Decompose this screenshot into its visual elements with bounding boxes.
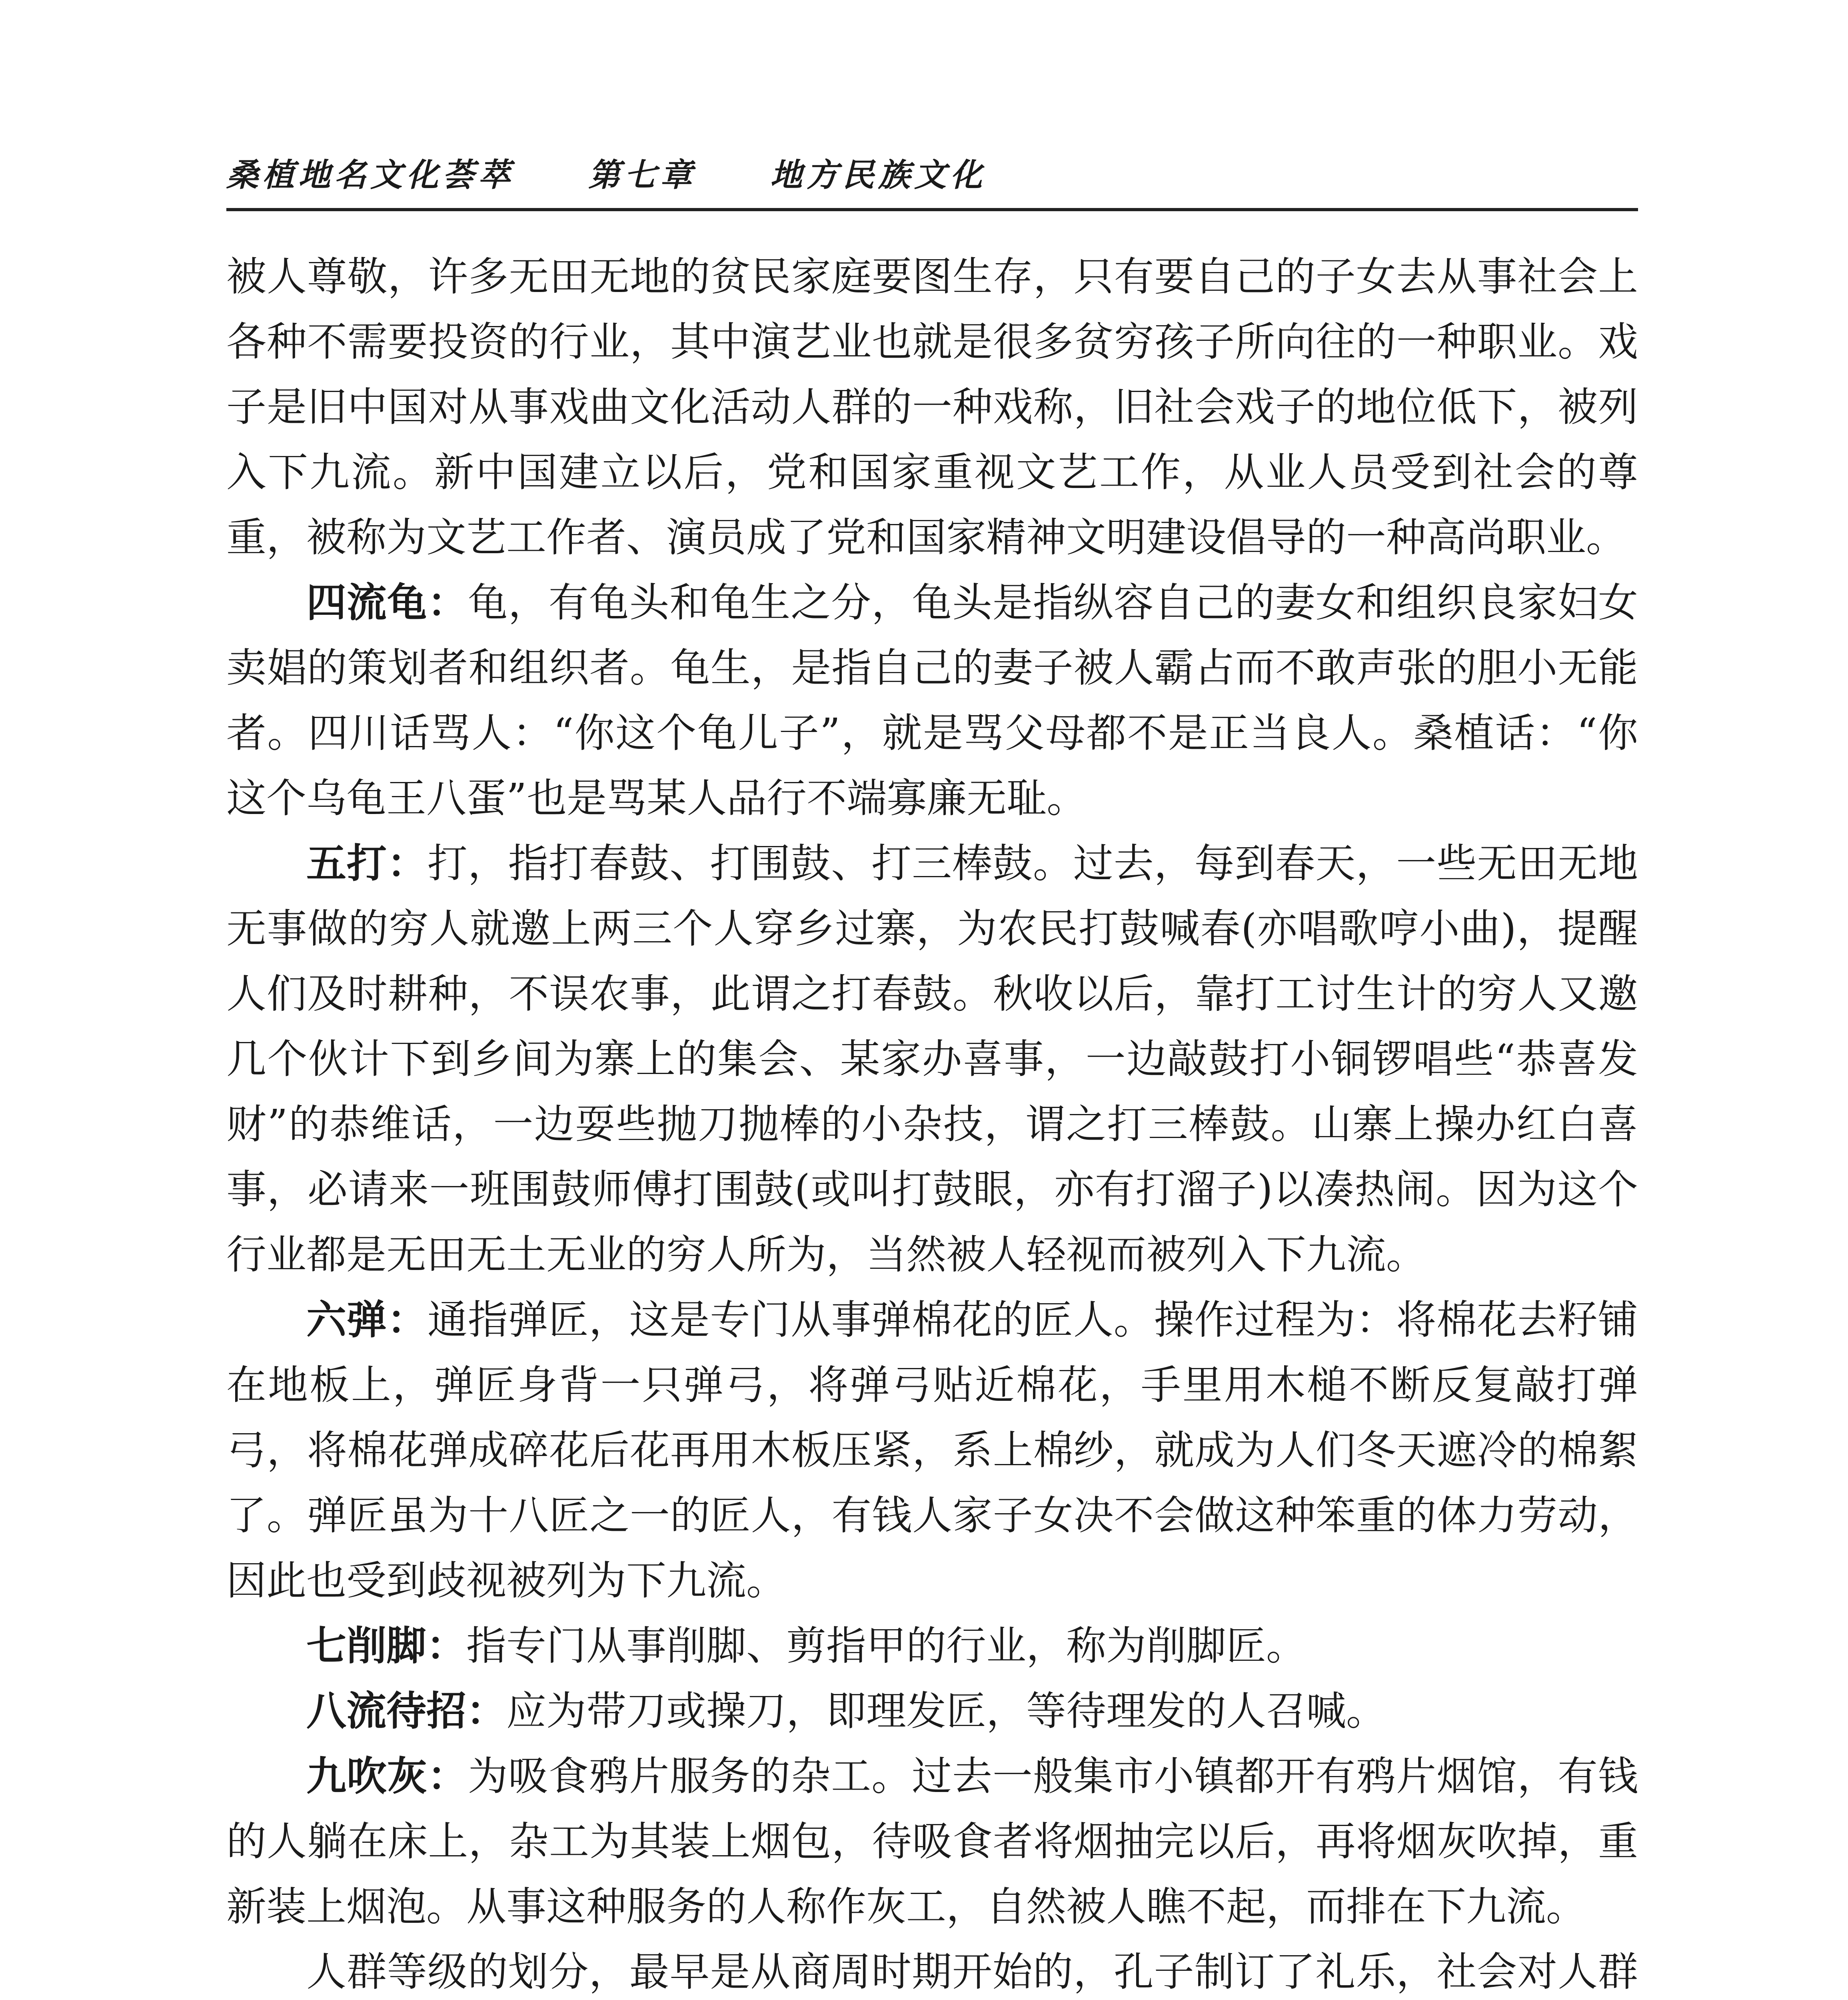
- running-header: [226, 154, 1638, 194]
- paragraph-term: 四流龟：: [306, 579, 468, 626]
- paragraph-liu-dan: [226, 1287, 1638, 1613]
- paragraph-term: 七削脚：: [306, 1622, 466, 1669]
- paragraph-text: 指专门从事削脚、剪指甲的行业，称为削脚匠。: [466, 1622, 1306, 1669]
- header-book-title: 桑植地名文化荟萃: [226, 156, 514, 194]
- header-rule: [226, 208, 1638, 211]
- paragraph-term: 五打：: [306, 840, 428, 887]
- paragraph-text: 为吸食鸦片服务的杂工。过去一般集市小镇都开有鸦片烟馆，有钱的人躺在床上，杂工为其装上烟包，待吸食者将烟抽完以后，再将烟灰吹掉，重新装上烟泡。从事这种服务的人称作灰工，自然被人瞧不起，而排在下九流。: [226, 1753, 1638, 1930]
- paragraph-baliu-daizhao: [226, 1678, 1638, 1744]
- paragraph-text: 打，指打春鼓、打围鼓、打三棒鼓。过去，每到春天，一些无田无地无事做的穷人就邀上两三个人穿乡过寨，为农民打鼓喊春(亦唱歌哼小曲)，提醒人们及时耕种，不误农事，此谓之打春鼓。秋收以后，靠打工讨生计的穷人又邀几个伙计下到乡间为寨上的集会、某家办喜事，一边敲鼓打小铜锣唱些“恭喜发财”的恭维话，一边耍些抛刀抛棒的小杂技，谓之打三棒鼓。山寨上操办红白喜事，必请来一班围鼓师傅打围鼓(或叫打鼓眼，亦有打溜子)以凑热闹。因为这个行业都是无田无土无业的穷人所为，当然被人轻视而被列入下九流。: [226, 840, 1638, 1278]
- paragraph-renqun-dengji: [226, 1939, 1638, 2000]
- header-chapter: 第七章: [588, 156, 696, 194]
- paragraph-continuation: [226, 244, 1638, 570]
- header-section-title: 地方民族文化: [770, 156, 986, 194]
- paragraph-term: 九吹灰：: [306, 1752, 468, 1800]
- paragraph-term: 八流待招：: [306, 1687, 506, 1734]
- paragraph-text: 龟，有龟头和龟生之分，龟头是指纵容自己的妻女和组织良家妇女卖娼的策划者和组织者。龟生，是指自己的妻子被人霸占而不敢声张的胆小无能者。四川话骂人：“你这个龟儿子”，就是骂父母都不是正当良人。桑植话：“你这个乌龟王八蛋”也是骂某人品行不端寡廉无耻。: [226, 579, 1638, 822]
- paragraph-term: 六弹：: [306, 1296, 428, 1343]
- paragraph-wu-da: [226, 831, 1638, 1287]
- paragraph-text: 应为带刀或操刀，即理发匠，等待理发的人召喊。: [506, 1688, 1386, 1734]
- paragraph-qi-xuejiao: [226, 1613, 1638, 1678]
- paragraph-siliu-gui: [226, 570, 1638, 831]
- paragraph-text: 通指弹匠，这是专门从事弹棉花的匠人。操作过程为：将棉花去籽铺在地板上，弹匠身背一只弹弓，将弹弓贴近棉花，手里用木槌不断反复敲打弹弓，将棉花弹成碎花后花再用木板压紧，系上棉纱，就成为人们冬天遮冷的棉絮了。弹匠虽为十八匠之一的匠人，有钱人家子女决不会做这种笨重的体力劳动，因此也受到歧视被列为下九流。: [226, 1296, 1638, 1604]
- page-body: [226, 244, 1638, 2000]
- paragraph-jiu-chuihui: [226, 1744, 1638, 1939]
- paragraph-text: 人群等级的划分，最早是从商周时期开始的，孔子制订了礼乐，社会对人群: [306, 1948, 1638, 1995]
- paragraph-text: 被人尊敬，许多无田无地的贫民家庭要图生存，只有要自己的子女去从事社会上各种不需要投资的行业，其中演艺业也就是很多贫穷孩子所向往的一种职业。戏子是旧中国对从事戏曲文化活动人群的一种戏称，旧社会戏子的地位低下，被列入下九流。新中国建立以后，党和国家重视文艺工作，从业人员受到社会的尊重，被称为文艺工作者、演员成了党和国家精神文明建设倡导的一种高尚职业。: [226, 253, 1638, 561]
